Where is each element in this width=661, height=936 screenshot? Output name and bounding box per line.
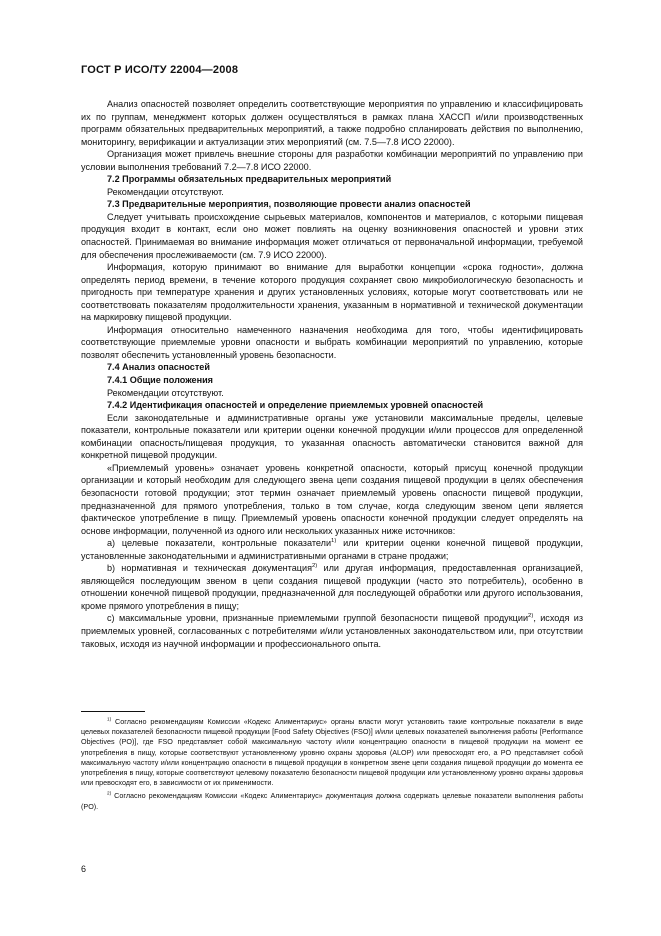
paragraph: Следует учитывать происхождение сырьевых материалов, компонентов и материалов, с которыми пищевая продукция входит в контакт, если оно может повлиять на оценку возникновения опасностей и уровни этих опасностей. Принимаемая во внимание информация может отличаться от первоначальной информации, требуемой для обеспечения прослеживаемости (см. 7.9 ИСО 22000).	[81, 211, 583, 260]
footnote-marker: 2)	[107, 791, 112, 797]
paragraph: Информация относительно намеченного назначения необходима для того, чтобы идентифицировать соответствующие приемлемые уровни опасности и выбрать комбинации мероприятий по управлению, которые позволят обеспечить установленный уровень безопасности.	[81, 324, 583, 360]
list-item-text: а) целевые показатели, контрольные показатели	[107, 538, 332, 549]
paragraph: Организация может привлечь внешние стороны для разработки комбинации мероприятий по управлению при условии выполнения требований 7.2—7.8 ИСО 22000.	[81, 149, 583, 172]
footnote-reference[interactable]: 2)	[312, 563, 318, 570]
footnote-text: Согласно рекомендациям Комиссии «Кодекс Алиментариус» документация должна содержать целевые показатели выполнения работы (PO).	[81, 791, 583, 811]
paragraph: Если законодательные и административные органы уже установили максимальные пределы, целевые показатели, контрольные показатели или критерии оценки конечной продукции и/или процессов для определенной комбинации опасность/пищевая продукция, то указанная опасность автоматически становится важной для конкретной пищевой продукции.	[81, 412, 583, 461]
paragraph: Информация, которую принимают во внимание для выработки концепции «срока годности», должна определять период времени, в течение которого продукция сохраняет свою микробиологическую безопасность и пригодность при температуре хранения и других установленных условиях, которые могут соответствовать или не соответствовать показателям продолжительности хранения, указанным в нормативной и технической документации на маркировку пищевой продукции.	[81, 262, 583, 323]
document-header: ГОСТ Р ИСО/ТУ 22004—2008	[81, 64, 239, 76]
paragraph: Рекомендации отсутствуют.	[107, 387, 224, 398]
footnote-marker: 1)	[107, 716, 112, 722]
footnote-1	[81, 717, 583, 788]
paragraph: «Приемлемый уровень» означает уровень конкретной опасности, который присущ конечной продукции организации и который необходим для следующего звена цепи создания пищевой продукции в целях обеспечения безопасности готовой продукции; этот термин означает приемлемый уровень опасности пищевой продукции, предназначенной для прямого употребления, только в том случае, когда следующим звеном цепи является фактическое употребление в пищу. Приемлемый уровень опасности конечной продукции следует определять на основе информации, полученной из одного или нескольких указанных ниже источников:	[81, 462, 583, 536]
section-heading-7-3: 7.3 Предварительные мероприятия, позволяющие провести анализ опасностей	[107, 199, 471, 210]
paragraph: Анализ опасностей позволяет определить соответствующие мероприятия по управлению и классифицировать их по группам, менеджмент которых должен осуществляться в рамках плана ХАССП и/или производственных программ обязательных предварительных мероприятий, а также подробно спланировать действия по выполнению, мониторингу, верификации и актуализации этих мероприятий (см. 7.5—7.8 ИСО 22000).	[81, 99, 583, 147]
footnote-divider	[81, 711, 145, 712]
footnote-reference[interactable]: 1)	[331, 538, 337, 545]
section-heading-7-4-1: 7.4.1 Общие положения	[107, 375, 213, 386]
list-item-a	[81, 537, 583, 562]
list-item-text: b) нормативная и техническая документация	[107, 563, 313, 574]
footnote-2	[81, 791, 583, 811]
list-item-text: с) максимальные уровни, признанные приемлемыми группой безопасности пищевой продукции	[107, 613, 529, 624]
main-text	[81, 98, 583, 650]
list-item-text: , исходя из приемлемых уровней, согласованных с потребителями и/или установленных законодательством или, при отсутствии таковых, исходя из научной информации и профессионального опыта.	[81, 613, 584, 649]
list-item-text: или другая информация, предоставленная организацией, являющейся последующим звеном в цепи создания пищевой продукции (часто это потребитель), особенно в отношении конечной пищевой продукции, предназначенной для последующей обработки или другого использования, кроме прямого употребления в пищу;	[81, 563, 583, 611]
footnotes	[81, 717, 583, 812]
section-heading-7-4: 7.4 Анализ опасностей	[107, 362, 210, 373]
footnote-text: Согласно рекомендациям Комиссии «Кодекс Алиментариус» органы власти могут установить такие контрольные показатели в виде целевых показателей безопасности пищевой продукции [Food Safety Objectives (FSO)] и/или целевых показателей выполнения работы [Performance Objectives (PO)], где FSO представляет собой максимальную частоту и/или концентрацию опасности в пищевой продукции на момент ее употребления в пищу, которые соответствуют установленному уровню охраны здоровья (ALOP) или превосходят его, а PO представляет собой максимальную частоту и/или концентрацию опасности в пищевой продукции в конкретном звене цепи создания пищевой продукции до момента ее употребления в пищу, которые соответствуют целевому показателю безопасности пищевой продукции или установленному уровню охраны здоровья или превосходят его, в зависимости от их применимости.	[81, 717, 583, 788]
section-heading-7-2: 7.2 Программы обязательных предварительных мероприятий	[107, 174, 392, 185]
footnote-reference[interactable]: 2)	[528, 613, 534, 620]
list-item-text: или критерии оценки конечной пищевой продукции, установленные законодательными и административными органами в стране продажи;	[81, 538, 583, 561]
list-item-b	[81, 562, 583, 612]
paragraph: Рекомендации отсутствуют.	[107, 186, 224, 197]
section-heading-7-4-2: 7.4.2 Идентификация опасностей и определение приемлемых уровней опасностей	[107, 400, 484, 411]
list-item-c	[81, 612, 583, 650]
page-number: 6	[81, 864, 87, 874]
